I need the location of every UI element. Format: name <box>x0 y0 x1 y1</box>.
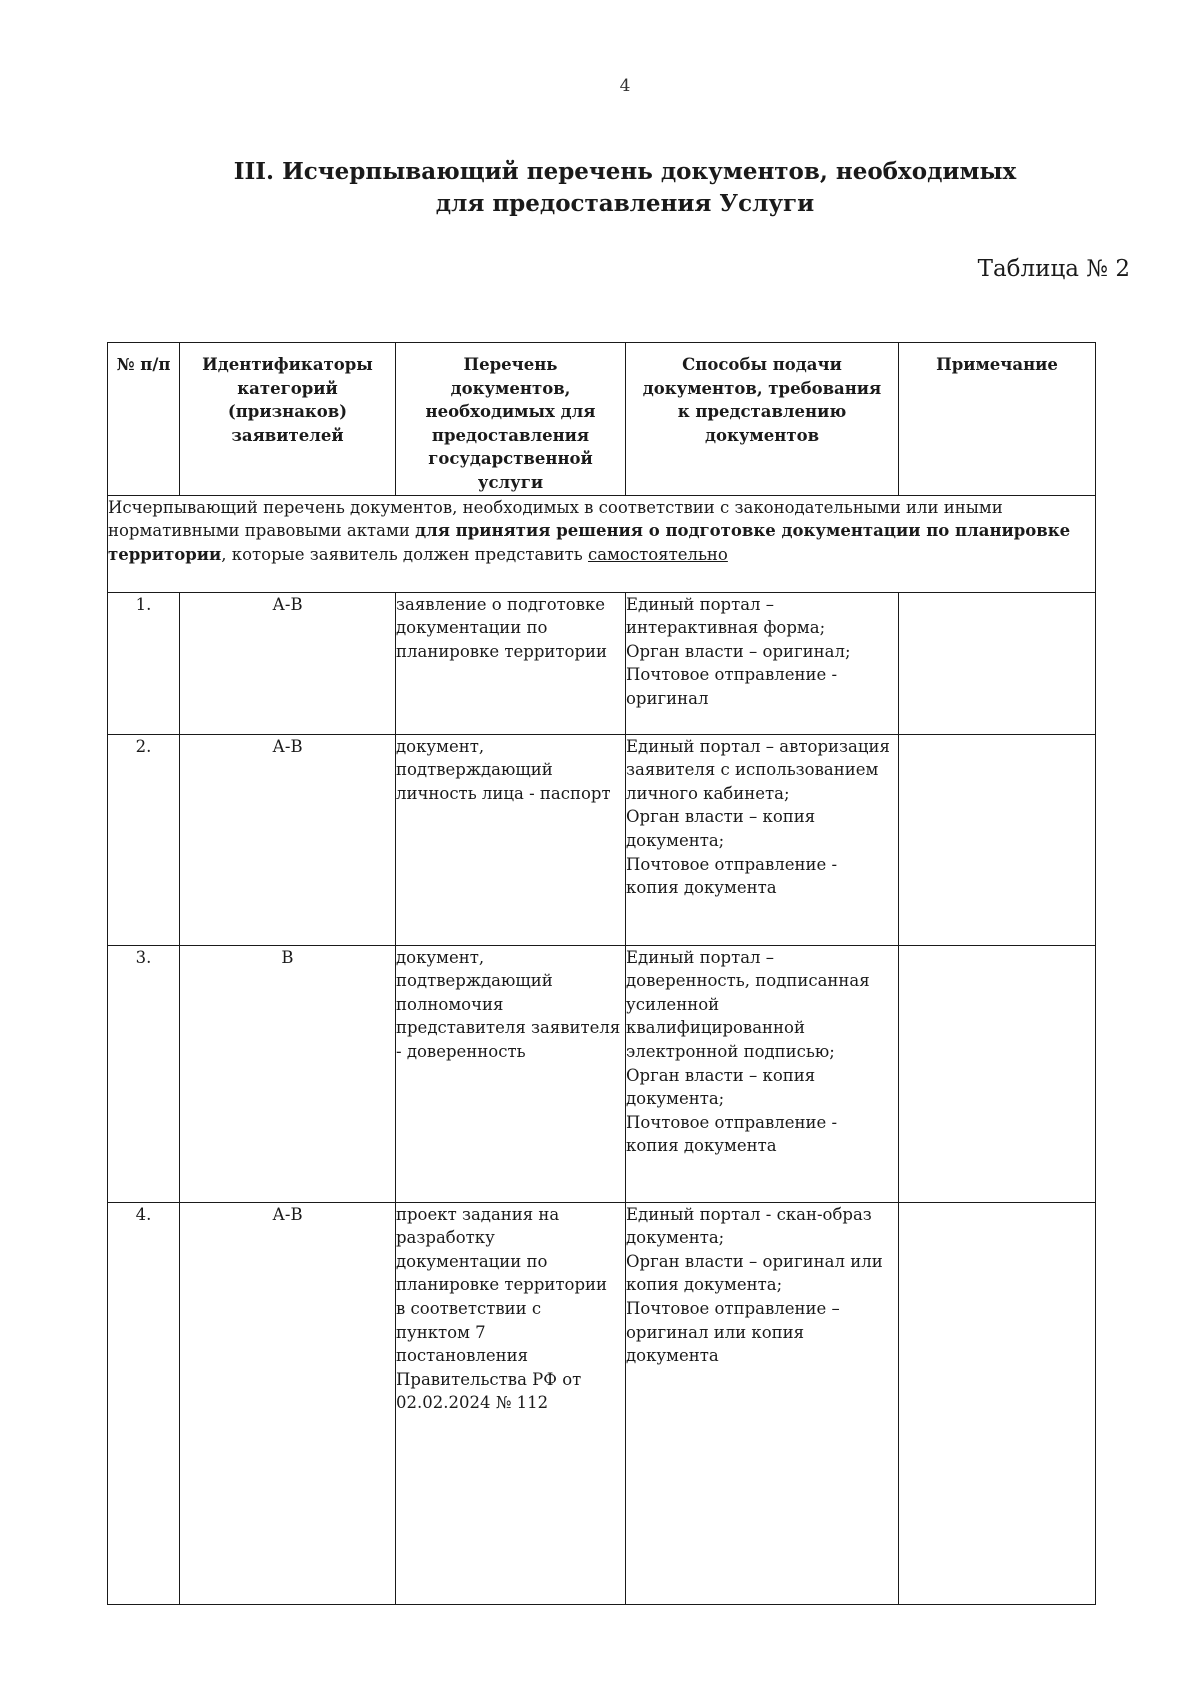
row-method <box>626 592 899 734</box>
section-description <box>108 495 1096 592</box>
method-line: электронной подписью; <box>626 1041 835 1061</box>
row-document <box>396 734 626 945</box>
document-line: представителя заявителя <box>396 1018 621 1038</box>
document-line: постановления <box>396 1346 529 1366</box>
method-line: Почтовое отправление - <box>626 1112 838 1132</box>
method-line: оригинал <box>626 688 709 708</box>
document-line: подтверждающий <box>396 971 553 991</box>
table-row <box>108 592 1096 734</box>
row-number: 4. <box>108 1202 180 1604</box>
row-note <box>899 1202 1096 1604</box>
document-line: разработку <box>396 1228 495 1248</box>
method-line: Почтовое отправление - <box>626 854 838 874</box>
section-description-row <box>108 495 1096 592</box>
method-line: Единый портал - скан-образ <box>626 1204 872 1224</box>
document-line: в соответствии с <box>396 1298 542 1318</box>
table-header-row <box>108 343 1096 496</box>
header-applicant-categories: Идентификаторы категорий (признаков) заявителей <box>180 343 396 496</box>
method-line: Орган власти – копия <box>626 807 816 827</box>
section-title-line-1: III. Исчерпывающий перечень документов, необходимых <box>233 158 1017 185</box>
method-line: Единый портал – <box>626 947 775 967</box>
document-line: личность лица - паспорт <box>396 783 611 803</box>
documents-table <box>107 342 1096 1605</box>
header-document-list: Перечень документов, необходимых для предоставления государственной услуги <box>396 343 626 496</box>
row-number: 1. <box>108 592 180 734</box>
method-line: Орган власти – оригинал или <box>626 1251 883 1271</box>
method-line: Орган власти – копия <box>626 1065 816 1085</box>
row-document <box>396 1202 626 1604</box>
method-line: Единый портал – авторизация <box>626 736 890 756</box>
method-line: документа <box>626 1346 719 1366</box>
section-description-text-2: , которые заявитель должен представить <box>221 544 589 564</box>
row-note <box>899 592 1096 734</box>
header-note: Примечание <box>899 343 1096 496</box>
table-row <box>108 1202 1096 1604</box>
row-method <box>626 1202 899 1604</box>
method-line: документа; <box>626 1228 725 1248</box>
method-line: доверенность, подписанная <box>626 971 870 991</box>
section-description-underlined: самостоятельно <box>588 544 728 564</box>
document-line: заявление о подготовке <box>396 594 606 614</box>
method-line: документа; <box>626 1089 725 1109</box>
document-line: 02.02.2024 № 112 <box>396 1393 549 1413</box>
section-description-bold: для принятия решения о подготовке документации по планировке территории <box>108 521 1071 564</box>
document-line: проект задания на <box>396 1204 560 1224</box>
method-line: оригинал или копия <box>626 1322 805 1342</box>
method-line: заявителя с использованием <box>626 760 879 780</box>
table-row <box>108 734 1096 945</box>
header-number: № п/п <box>108 343 180 496</box>
document-line: подтверждающий <box>396 760 553 780</box>
document-line: - доверенность <box>396 1041 526 1061</box>
row-number: 2. <box>108 734 180 945</box>
document-line: Правительства РФ от <box>396 1369 582 1389</box>
row-method <box>626 945 899 1202</box>
method-line: копия документа <box>626 1136 777 1156</box>
method-line: Орган власти – оригинал; <box>626 641 851 661</box>
method-line: копия документа; <box>626 1275 783 1295</box>
method-line: квалифицированной <box>626 1018 805 1038</box>
row-category: А-В <box>180 1202 396 1604</box>
document-line: полномочия <box>396 994 504 1014</box>
row-category: В <box>180 945 396 1202</box>
page-number: 4 <box>619 76 631 96</box>
row-category: А-В <box>180 592 396 734</box>
method-line: Единый портал – <box>626 594 775 614</box>
header-submission-methods: Способы подачи документов, требования к представлению документов <box>626 343 899 496</box>
section-title-line-2: для предоставления Услуги <box>435 190 815 217</box>
row-note <box>899 734 1096 945</box>
document-line: документации по <box>396 618 548 638</box>
method-line: Почтовое отправление – <box>626 1298 840 1318</box>
row-number: 3. <box>108 945 180 1202</box>
row-document <box>396 945 626 1202</box>
method-line: Почтовое отправление - <box>626 665 838 685</box>
row-method <box>626 734 899 945</box>
table-caption: Таблица № 2 <box>977 256 1130 282</box>
document-line: пунктом 7 <box>396 1322 486 1342</box>
section-description-text: Исчерпывающий перечень документов, необходимых в соответствии с законодательными или иными нормативными правовыми актами <box>108 497 1003 541</box>
document-line: документ, <box>396 736 485 756</box>
document-line: планировке территории <box>396 641 608 661</box>
document-line: документ, <box>396 947 485 967</box>
method-line: документа; <box>626 830 725 850</box>
row-document <box>396 592 626 734</box>
document-line: документации по <box>396 1251 548 1271</box>
row-note <box>899 945 1096 1202</box>
table-row <box>108 945 1096 1202</box>
method-line: усиленной <box>626 994 720 1014</box>
method-line: копия документа <box>626 878 777 898</box>
section-title <box>0 156 1200 220</box>
method-line: личного кабинета; <box>626 783 790 803</box>
row-category: А-В <box>180 734 396 945</box>
document-line: планировке территории <box>396 1275 608 1295</box>
method-line: интерактивная форма; <box>626 618 826 638</box>
